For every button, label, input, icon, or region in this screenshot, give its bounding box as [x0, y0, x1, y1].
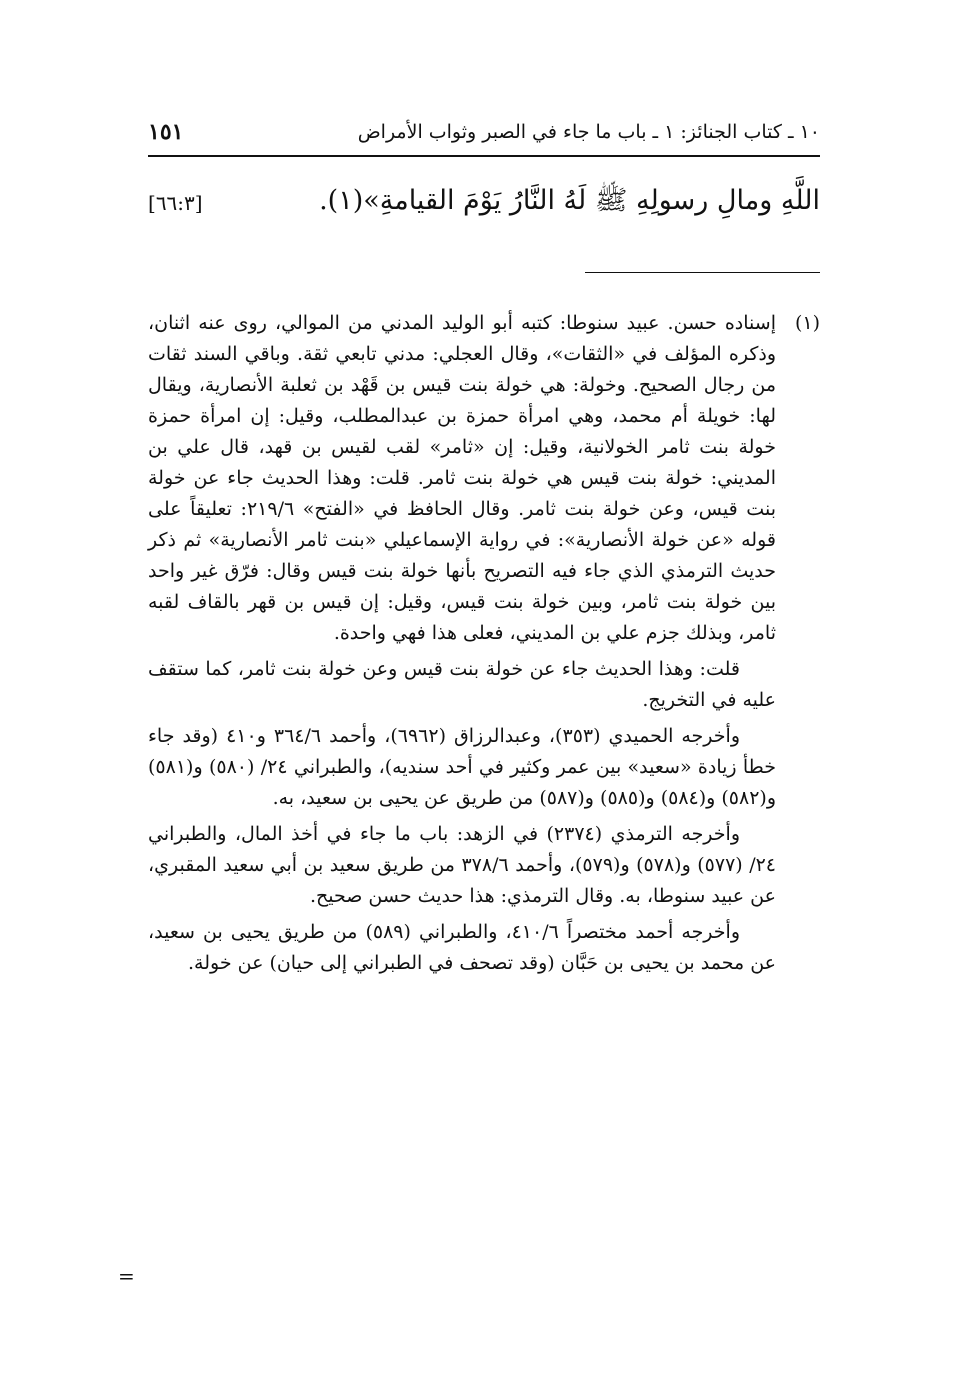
footnote-paragraph: وأخرجه الحميدي (٣٥٣)، وعبدالرزاق (٦٩٦٢)، وأحمد ٣٦٤/٦ و٤١٠ (وقد جاء خطأ زيادة «سعيد» بين عمر وكثير في أحد سنديه)، والطبراني ٢٤/ (٥٨٠) و(٥٨١) و(٥٨٢) و(٥٨٤) و(٥٨٥) و(٥٨٧) من طريق عن يحيى بن سعيد، به.	[148, 725, 777, 809]
footnote-paragraph: وأخرجه الترمذي (٢٣٧٤) في الزهد: باب ما جاء في أخذ المال، والطبراني ٢٤/ (٥٧٧) و(٥٧٨) و(٥٧٩)، وأحمد ٣٧٨/٦ من طريق سعيد بن أبي سعيد المقبري، عن عبيد سنوطا، به. وقال الترمذي: هذا حديث حسن صحيح.	[148, 823, 777, 907]
continuation-mark: =	[118, 1264, 135, 1288]
running-title: ١٠ ـ كتاب الجنائز: ١ ـ باب ما جاء في الصبر وثواب الأمراض	[357, 121, 820, 143]
header-rule	[148, 155, 820, 157]
footnotes	[148, 308, 820, 984]
page-number: ١٥١	[148, 119, 184, 145]
footnote-paragraph: قلت: وهذا الحديث جاء عن خولة بنت قيس وعن خولة بنت ثامر، كما ستقف عليه في التخريج.	[148, 658, 776, 711]
page-header	[148, 112, 820, 152]
footnote-paragraph: وأخرجه أحمد مختصراً ٤١٠/٦، والطبراني (٥٨٩) من طريق يحيى بن سعيد، عن محمد بن يحيى بن حَبَّان (وقد تصحف في الطبراني إلى حيان) عن خولة.	[148, 921, 776, 974]
footnote-marker: (١)	[794, 312, 820, 334]
footnote-body	[148, 308, 776, 979]
hadith-reference: [٦٦:٣]	[148, 191, 203, 215]
hadith-text: اللَّهِ ومالِ رسولِهِ ﷺ لَهُ النَّارُ يَوْمَ القيامةِ»(١).	[319, 185, 820, 216]
footnote-paragraph: إسناده حسن. عبيد سنوطا: كتبه أبو الوليد المدني من الموالي، روى عنه اثنان، وذكره المؤلف في «الثقات»، وقال العجلي: مدني تابعي ثقة. وباقي السند ثقات من رجال الصحيح. وخولة: هي خولة بنت قيس بن قَهْد بن ثعلبة الأنصارية، ويقال لها: خويلة أم محمد، وهي امرأة حمزة بن عبدالمطلب، وقيل: إن امرأة حمزة خولة بنت ثامر الخولانية، وقيل: إن «ثامر» لقب لقيس بن قهد، قال علي بن المديني: خولة بنت قيس هي خولة بنت ثامر. قلت: وهذا الحديث جاء عن خولة بنت قيس، وعن خولة بنت ثامر. وقال الحافظ في «الفتح» ٢١٩/٦: تعليقاً على قوله «عن خولة الأنصارية»: في رواية الإسماعيلي «بنت ثامر الأنصارية» ثم ذكر حديث الترمذي الذي جاء فيه التصريح بأنها خولة بنت قيس وقال: فرّق غير واحد بين خولة بنت ثامر، وبين خولة بنت قيس، وقيل: إن قيس بن قهر بالقاف لقبه ثامر، وبذلك جزم علي بن المديني، فعلى هذا فهي واحدة.	[148, 312, 776, 644]
main-text-line	[148, 178, 820, 228]
footnote-separator	[585, 272, 820, 273]
